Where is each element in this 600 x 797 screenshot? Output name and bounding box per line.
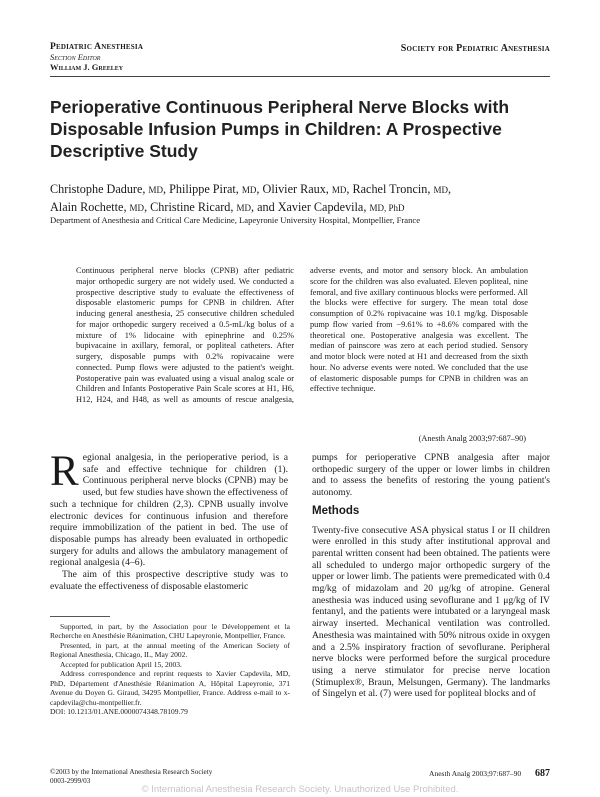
intro-paragraph-1 (50, 448, 288, 569)
author-degree: MD (236, 203, 251, 213)
journal-section: Pediatric Anesthesia (50, 42, 144, 52)
methods-heading: Methods (312, 504, 360, 517)
author-line-1: Christophe Dadure, MD, Philippe Pirat, MD, Olivier Raux, MD, Rachel Troncin, MD, (50, 182, 451, 196)
footer-copyright (50, 768, 212, 785)
abstract-citation: (Anesth Analg 2003;97:687–90) (418, 434, 526, 443)
author-list (50, 181, 560, 217)
footnote-accepted: Accepted for publication April 15, 2003. (60, 659, 182, 669)
author-degree: MD (241, 185, 257, 195)
body-column-right (312, 452, 550, 700)
author-line-2: Alain Rochette, MD, Christine Ricard, MD, and Xavier Capdevila, MD, PhD (50, 200, 405, 214)
methods-paragraph-1: Twenty-five consecutive ASA physical status I or II children were enrolled in this study after institutional approval and parental written consent had been obtained. The patients were all scheduled to undergo major orthopedic surgery of the upper or lower limb. The patients were premedicated with 0.4 mg/kg of midazolam and 20 μg/kg of atropine. General anesthesia was induced using sevoflurane and 1 μg/kg of IV fentanyl, and the patients were intubated or a laryngeal mask airway inserted. Mechanical ventilation was controlled. Anesthesia was maintained with 50% nitrous oxide in oxygen and a 2.5% inspiratory fraction of sevoflurane. Peripheral nerve blocks were performed before the surgical procedure using a nerve stimulator for precise nerve location (Stimuplex®, Braun, Melsungen, Germany). The landmarks of Singelyn et al. (7) were used for popliteal blocks and of (312, 524, 550, 700)
section-editor-label: Section Editor (50, 52, 101, 62)
issn-line: 0003-2999/03 (50, 776, 91, 785)
author-degree: MD (331, 185, 347, 195)
author-dadure: Christophe Dadure, (50, 182, 146, 196)
abstract-text: Continuous peripheral nerve blocks (CPNB) after pediatric major orthopedic surgery are not widely used. We conducted a prospective descriptive study to evaluate the effectiveness of disposable elastomeric pumps for CPNB in children. After inducing general anesthesia, 25 consecutive children scheduled for major orthopedic surgery received a 0.5-mL/kg bolus of a mixture of 1% lidocaine with epinephrine and 0.25% bupivacaine in axillary, femoral, or popliteal catheters. After surgery, disposable pumps with 0.2% ropivacaine were connected. Pump flows were adjusted to the patient's weight. Postoperative pain was evaluated using a visual analog scale or Children and Infants Postoperative Pain Scale scores at H1, H6, H12, H24, and H48, as well as amounts of rescue analgesia, adverse events, and motor and sensory block. An ambulation score for the children was also evaluated. Eleven popliteal, nine femoral, and five axillary continuous blocks were performed. All the blocks were effective for surgery. The mean total dose consumption of 0.2% ropivacaine was 10.1 mg/kg. Disposable pump flow varied from −9.61% to +8.6% compared with the theoretical one. Postoperative analgesia was excellent. The median of painscore was zero at each period studied. Sensory and motor block were noted at H1 and decreased from the sixth hour. No adverse events were noted. We concluded that the use of elastomeric disposable pumps for CPNB in children was an effective technique. (76, 266, 528, 404)
author-rochette: Alain Rochette, (50, 200, 127, 214)
abstract (76, 266, 528, 406)
author-degree: MD (129, 203, 145, 213)
header-rule (50, 76, 550, 77)
body-column-left (50, 448, 288, 592)
author-ricard: Christine Ricard, (150, 200, 234, 214)
footnote-rule (50, 616, 110, 617)
running-header-left (50, 42, 143, 72)
journal-reference: Anesth Analg 2003;97:687–90 (429, 769, 522, 778)
intro-paragraph-3: pumps for perioperative CPNB analgesia after major orthopedic surgery of the upper or lower limbs in children and to assess the benefits of restoring the young patient's autonomy. (312, 452, 550, 499)
footnote-presented: Presented, in part, at the annual meeting of the American Society of Regional Anesthesia, Chicago, IL, May 2002. (50, 640, 290, 660)
author-degree: MD (433, 185, 448, 195)
author-troncin: Rachel Troncin, (352, 182, 431, 196)
intro-text-1: egional analgesia, in the perioperative period, is a safe and effective technique for children (1). Continuous peripheral nerve blocks (CPNB) may be used, but few studies have shown the effectiveness of such a technique for children (2,3). CPNB usually involve electronic devices for continuous infusion and therefore require immobilization of the patient in bed. The use of disposable pumps has already been evaluated in orthopedic surgery for adults and allows the ambulatory management of regional analgesia (4–6). (50, 452, 288, 569)
author-affiliation: Department of Anesthesia and Critical Care Medicine, Lapeyronie University Hospital, Montpellier, France (50, 215, 421, 225)
copyright-line: ©2003 by the International Anesthesia Research Society (50, 768, 213, 776)
intro-paragraph-2: The aim of this prospective descriptive study was to evaluate the effectiveness of disposable elastomeric (50, 569, 288, 592)
author-degree: MD (148, 185, 164, 195)
author-pirat: Philippe Pirat, (169, 182, 239, 196)
footnote-doi: DOI: 10.1213/01.ANE.0000074348.78109.79 (50, 707, 188, 717)
society-name: Society for Pediatric Anesthesia (400, 43, 550, 54)
footnote-support: Supported, in part, by the Association pour le Développement et la Recherche en Anesthésie Réanimation, CHU Lapeyronie, Montpellier, France. (50, 622, 290, 641)
author-raux: Olivier Raux, (262, 182, 329, 196)
footer-page-info (429, 768, 550, 779)
section-editor-name: William J. Greeley (50, 62, 124, 72)
author-degree: MD, PhD (369, 203, 405, 213)
author-capdevila: and Xavier Capdevila, (257, 200, 367, 214)
drop-cap: R (50, 448, 79, 495)
footnotes (50, 622, 290, 717)
page-number: 687 (535, 768, 550, 779)
footnote-correspondence: Address correspondence and reprint requests to Xavier Capdevila, MD, PhD, Département d'Anesthésie Réanimation A, Hôpital Lapeyronie, 371 Avenue du Doyen G. Giraud, 34295 Montpellier, France. Address e-mail to x-capdevila@chu-montpellier.fr. (50, 669, 290, 707)
watermark: © International Anesthesia Research Society. Unauthorized Use Prohibited. (141, 784, 459, 795)
article-title: Perioperative Continuous Peripheral Nerve Blocks with Disposable Infusion Pumps in Children: A Prospective Descriptive Study (50, 97, 510, 161)
